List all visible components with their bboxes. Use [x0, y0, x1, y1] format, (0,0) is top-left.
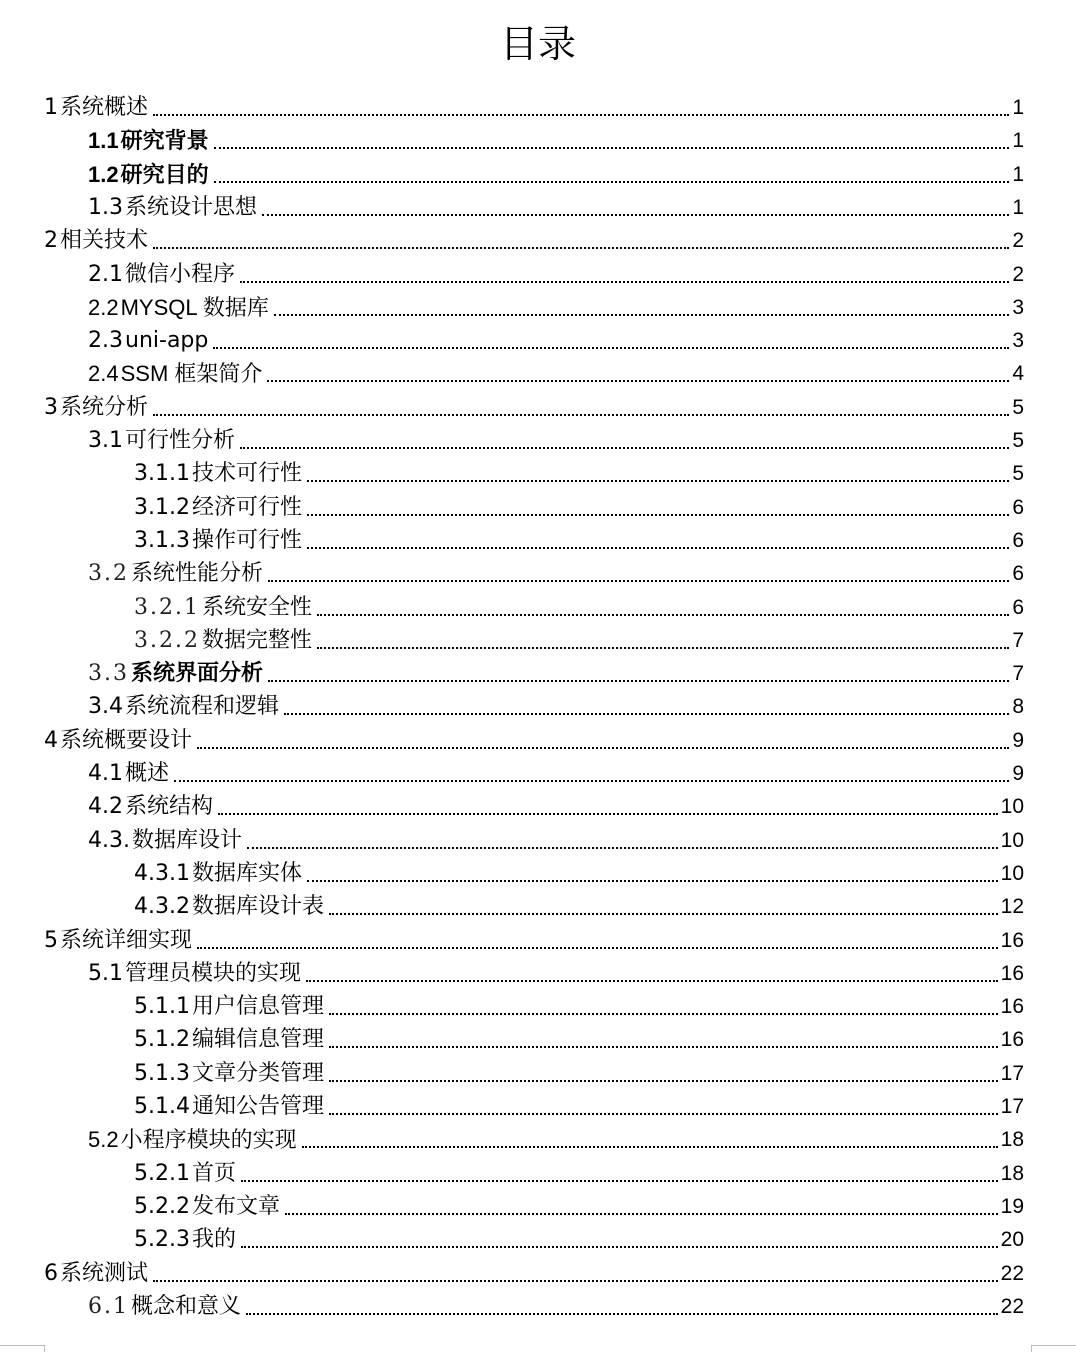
toc-entry-line — [88, 756, 1024, 789]
toc-entry-label: 编辑信息管理 — [191, 1027, 324, 1053]
toc-entry[interactable] — [0, 490, 1076, 523]
toc-leader-dots — [307, 546, 1009, 549]
toc-leader-dots — [240, 280, 1009, 283]
toc-entry-label: 数据完整性 — [201, 627, 312, 653]
toc-entry-number: 4.2 — [88, 794, 123, 820]
toc-entry[interactable] — [0, 123, 1076, 156]
toc-leader-dots — [246, 1312, 998, 1315]
page-title: 目录 — [499, 22, 576, 66]
toc-entry-line — [44, 923, 1024, 956]
toc-entry-page: 9 — [1012, 762, 1024, 785]
toc-entry-number: 1.3 — [88, 194, 123, 220]
toc-entry-label: 发布文章 — [191, 1193, 280, 1219]
toc-entry-number: 3.1 — [88, 428, 123, 453]
toc-leader-dots — [153, 113, 1009, 116]
toc-leader-dots — [214, 146, 1010, 149]
toc-entry-label: 系统界面分析 — [131, 661, 264, 687]
toc-entry[interactable] — [0, 190, 1076, 223]
toc-entry-line — [88, 123, 1024, 156]
toc-leader-dots — [329, 1045, 998, 1048]
toc-entry-page: 18 — [1000, 1128, 1024, 1152]
toc-leader-dots — [153, 413, 1009, 416]
toc-entry-page: 1 — [1012, 195, 1024, 219]
toc-entry-label: 研究目的 — [120, 161, 209, 187]
toc-entry[interactable] — [0, 356, 1076, 389]
toc-entry-label: 数据库设计 — [131, 827, 242, 853]
toc-entry-page: 6 — [1012, 528, 1024, 552]
toc-entry-page: 2 — [1012, 229, 1024, 253]
toc-entry-page: 12 — [1000, 895, 1024, 919]
toc-leader-dots — [197, 746, 1009, 749]
toc-entry-line — [88, 556, 1024, 589]
toc-leader-dots — [174, 779, 1009, 782]
toc-leader-dots — [268, 579, 1009, 582]
page-corner-mark-left — [0, 1345, 45, 1352]
toc-entry-line — [88, 423, 1024, 456]
toc-entry-page: 10 — [1000, 861, 1024, 885]
toc-entry-number: 5.2.3 — [134, 1227, 190, 1253]
toc-entry-line — [134, 1022, 1024, 1055]
toc-entry-number: 5.1.2 — [134, 1027, 190, 1053]
toc-entry[interactable] — [0, 889, 1076, 922]
toc-entry-line — [44, 390, 1024, 423]
toc-entry-line — [44, 90, 1024, 123]
toc-entry-number: 3.2.1 — [134, 594, 200, 620]
toc-entry[interactable] — [0, 323, 1076, 356]
toc-entry-line — [88, 323, 1024, 356]
toc-entry[interactable] — [0, 1222, 1076, 1255]
toc-entry[interactable] — [0, 1056, 1076, 1089]
toc-entry-label: 可行性分析 — [125, 428, 236, 453]
toc-entry[interactable] — [0, 1122, 1076, 1155]
toc-entry-line — [134, 856, 1024, 889]
toc-entry-label: uni-app — [125, 328, 209, 354]
toc-entry-page: 1 — [1012, 96, 1024, 119]
toc-entry-number: 5 — [44, 927, 58, 953]
toc-entry-label: 系统概述 — [60, 95, 149, 120]
toc-leader-dots — [307, 479, 1009, 482]
toc-entry-label: 文章分类管理 — [191, 1060, 324, 1086]
toc-entry-label: 小程序模块的实现 — [120, 1127, 297, 1153]
toc-entry-number: 3.1.2 — [134, 494, 190, 520]
toc-entry[interactable] — [0, 523, 1076, 556]
toc-entry-number: 5.2.2 — [134, 1193, 190, 1219]
toc-entry-label: 技术可行性 — [191, 461, 302, 487]
toc-leader-dots — [218, 812, 998, 815]
toc-leader-dots — [307, 879, 998, 882]
toc-entry[interactable] — [0, 823, 1076, 856]
toc-entry-page: 2 — [1012, 262, 1024, 286]
toc-entry-line — [88, 823, 1024, 856]
toc-entry-line — [134, 1089, 1024, 1122]
toc-entry-label: 系统流程和逻辑 — [125, 694, 280, 720]
toc-entry[interactable] — [0, 390, 1076, 423]
toc-entry[interactable] — [0, 90, 1076, 123]
toc-entry-page: 16 — [1000, 1028, 1024, 1052]
toc-entry[interactable] — [0, 856, 1076, 889]
toc-entry-line — [88, 956, 1024, 989]
toc-entry-line — [134, 1156, 1024, 1189]
toc-entry[interactable] — [0, 756, 1076, 789]
toc-entry-page: 5 — [1012, 395, 1024, 419]
toc-entry-page: 10 — [1000, 828, 1024, 852]
toc-leader-dots — [153, 1279, 998, 1282]
toc-leader-dots — [317, 646, 1009, 649]
toc-entry-line — [44, 723, 1024, 756]
toc-entry-number: 3.1.3 — [134, 527, 190, 553]
toc-entry-label: 研究背景 — [120, 128, 209, 154]
toc-entry-label: 系统分析 — [60, 394, 149, 420]
toc-entry-label: 系统性能分析 — [131, 561, 264, 587]
toc-entry-page: 22 — [1000, 1261, 1024, 1285]
toc-entry-page: 5 — [1012, 462, 1024, 486]
toc-leader-dots — [268, 679, 1009, 682]
toc-entry-line — [44, 223, 1024, 256]
toc-entry[interactable] — [0, 1189, 1076, 1222]
toc-entry-label: 数据库设计表 — [191, 894, 324, 920]
toc-entry-number: 3.1.1 — [134, 461, 190, 487]
toc-entry[interactable] — [0, 656, 1076, 689]
toc-entry-number: 4 — [44, 727, 58, 753]
toc-entry-line — [88, 157, 1024, 190]
toc-entry-label: MYSQL 数据库 — [120, 294, 269, 320]
toc-entry-number: 5.1.3 — [134, 1060, 190, 1086]
toc-leader-dots — [262, 213, 1009, 216]
toc-entry-number: 6 — [44, 1260, 58, 1286]
toc-entry-page: 16 — [1000, 995, 1024, 1019]
toc-entry-label: 系统详细实现 — [60, 927, 193, 953]
toc-leader-dots — [241, 1179, 998, 1182]
toc-entry-number: 5.2 — [88, 1127, 119, 1153]
toc-entry[interactable] — [0, 989, 1076, 1022]
toc-entry-page: 1 — [1012, 129, 1024, 153]
toc-entry-line — [88, 1289, 1024, 1322]
toc-entry-label: 系统测试 — [60, 1260, 149, 1286]
toc-entry[interactable] — [0, 1089, 1076, 1122]
toc-entry-page: 3 — [1012, 329, 1024, 353]
toc-entry-label: 用户信息管理 — [191, 994, 324, 1020]
toc-entry-label: 系统概要设计 — [60, 727, 193, 753]
toc-entry-page: 18 — [1000, 1161, 1024, 1185]
toc-entry-label: 微信小程序 — [125, 261, 236, 287]
toc-entry-number: 2.1 — [88, 261, 123, 287]
toc-entry-label: 通知公告管理 — [191, 1094, 324, 1119]
toc-entry-line — [88, 789, 1024, 822]
toc-entry-label: 系统安全性 — [201, 594, 312, 620]
toc-entry[interactable] — [0, 789, 1076, 822]
toc-entry[interactable] — [0, 723, 1076, 756]
toc-entry[interactable] — [0, 556, 1076, 589]
toc-leader-dots — [284, 712, 1009, 715]
toc-entry-number: 5.1.1 — [134, 994, 190, 1020]
toc-entry[interactable] — [0, 456, 1076, 489]
toc-entry[interactable] — [0, 1156, 1076, 1189]
toc-entry-line — [88, 656, 1024, 689]
toc-entry-label: 系统结构 — [125, 794, 214, 820]
toc-entry[interactable] — [0, 623, 1076, 656]
page-corner-mark-right — [1031, 1345, 1076, 1352]
toc-entry-page: 9 — [1012, 728, 1024, 752]
toc-leader-dots — [329, 1112, 998, 1115]
toc-entry-line — [88, 257, 1024, 290]
toc-entry-page: 16 — [1000, 928, 1024, 952]
toc-entry-page: 17 — [1000, 1095, 1024, 1118]
toc-entry[interactable] — [0, 223, 1076, 256]
toc-entry-number: 2.2 — [88, 294, 119, 320]
toc-entry-line — [88, 190, 1024, 223]
toc-entry-line — [134, 1189, 1024, 1222]
toc-entry-line — [88, 290, 1024, 323]
toc-entry-label: 数据库实体 — [191, 860, 302, 886]
toc-leader-dots — [214, 180, 1010, 183]
toc-entry-page: 4 — [1012, 362, 1024, 386]
toc-entry-line — [88, 689, 1024, 722]
toc-entry[interactable] — [0, 1256, 1076, 1289]
toc-entry-line — [134, 623, 1024, 656]
toc-leader-dots — [317, 613, 1009, 616]
toc-entry-page: 6 — [1012, 562, 1024, 586]
toc-entry-page: 17 — [1000, 1061, 1024, 1085]
toc-entry[interactable] — [0, 157, 1076, 190]
toc-entry-line — [134, 590, 1024, 623]
toc-entry-number: 2.3 — [88, 328, 123, 354]
toc-entry-number: 4.1 — [88, 761, 123, 786]
toc-entry-label: 我的 — [191, 1227, 236, 1253]
toc-leader-dots — [241, 1245, 998, 1248]
toc-entry[interactable] — [0, 1022, 1076, 1055]
toc-entry-number: 2 — [44, 228, 58, 254]
toc-entry-line — [134, 456, 1024, 489]
toc-entry[interactable] — [0, 590, 1076, 623]
toc-entry-number: 1 — [44, 95, 58, 120]
toc-leader-dots — [197, 946, 998, 949]
toc-entry[interactable] — [0, 290, 1076, 323]
toc-entry-line — [134, 889, 1024, 922]
toc-entry-page: 20 — [1000, 1228, 1024, 1252]
toc-entry[interactable] — [0, 1289, 1076, 1322]
toc-leader-dots — [329, 912, 998, 915]
toc-entry-page: 6 — [1012, 495, 1024, 519]
toc-entry-line — [88, 356, 1024, 389]
toc-entry-page: 19 — [1000, 1194, 1024, 1218]
toc-entry[interactable] — [0, 689, 1076, 722]
toc-leader-dots — [240, 446, 1009, 449]
toc-leader-dots — [153, 246, 1009, 249]
toc-entry-page: 5 — [1012, 429, 1024, 452]
toc-entry-page: 3 — [1012, 295, 1024, 319]
toc-entry-label: 概述 — [125, 761, 170, 786]
toc-leader-dots — [302, 1145, 998, 1148]
toc-entry-page: 22 — [1000, 1294, 1024, 1318]
toc-entry-number: 5.2.1 — [134, 1160, 190, 1186]
toc-entry[interactable] — [0, 423, 1076, 456]
toc-entry-line — [88, 1122, 1024, 1155]
toc-entry-page: 7 — [1012, 628, 1024, 652]
toc-leader-dots — [274, 313, 1009, 316]
toc-entry-label: 概念和意义 — [131, 1293, 242, 1319]
toc-entry-label: 系统设计思想 — [125, 194, 258, 220]
toc-entry-page: 16 — [1000, 961, 1024, 985]
toc-entry-page: 8 — [1012, 695, 1024, 719]
toc-leader-dots — [307, 513, 1009, 516]
toc-leader-dots — [247, 846, 998, 849]
toc-entry[interactable] — [0, 923, 1076, 956]
toc-entry-number: 5.1.4 — [134, 1094, 190, 1119]
toc-entry[interactable] — [0, 956, 1076, 989]
toc-entry-number: 1.1 — [88, 128, 119, 154]
toc-entry-page: 6 — [1012, 595, 1024, 619]
toc-entry-number: 3.4 — [88, 694, 123, 720]
toc-leader-dots — [285, 1212, 998, 1215]
toc-entry-line — [134, 523, 1024, 556]
toc-leader-dots — [213, 346, 1009, 349]
toc-entry-page: 10 — [1000, 795, 1024, 819]
toc-entry-line — [44, 1256, 1024, 1289]
toc-entry-line — [134, 1056, 1024, 1089]
toc-entry-number: 5.1 — [88, 960, 123, 986]
toc-leader-dots — [267, 379, 1009, 382]
toc-entry-number: 1.2 — [88, 161, 119, 187]
toc-entry[interactable] — [0, 257, 1076, 290]
toc-entry-page: 7 — [1012, 662, 1024, 686]
toc-entry-line — [134, 490, 1024, 523]
toc-entry-label: 管理员模块的实现 — [125, 960, 302, 986]
toc-leader-dots — [306, 979, 998, 982]
toc-leader-dots — [329, 1012, 998, 1015]
toc-entry-number: 3 — [44, 394, 58, 420]
toc-entry-label: 相关技术 — [60, 228, 149, 254]
toc-entry-label: SSM 框架简介 — [120, 361, 263, 387]
toc-entry-number: 3.2.2 — [134, 627, 200, 653]
toc-entry-number: 6.1 — [88, 1293, 129, 1319]
toc-leader-dots — [329, 1079, 998, 1082]
toc-entry-number: 3.2 — [88, 561, 129, 587]
toc-entry-line — [134, 1222, 1024, 1255]
toc-entry-label: 操作可行性 — [191, 527, 302, 553]
toc-entry-number: 2.4 — [88, 361, 119, 387]
toc-entry-line — [134, 989, 1024, 1022]
toc-entry-number: 4.3.2 — [134, 894, 190, 920]
toc-entry-number: 4.3.1 — [134, 860, 190, 886]
toc-entry-label: 首页 — [191, 1160, 236, 1186]
toc-entry-number: 4.3. — [88, 827, 130, 853]
toc-entry-label: 经济可行性 — [191, 494, 302, 520]
toc-entry-number: 3.3 — [88, 661, 129, 687]
toc-entry-page: 1 — [1012, 162, 1024, 186]
